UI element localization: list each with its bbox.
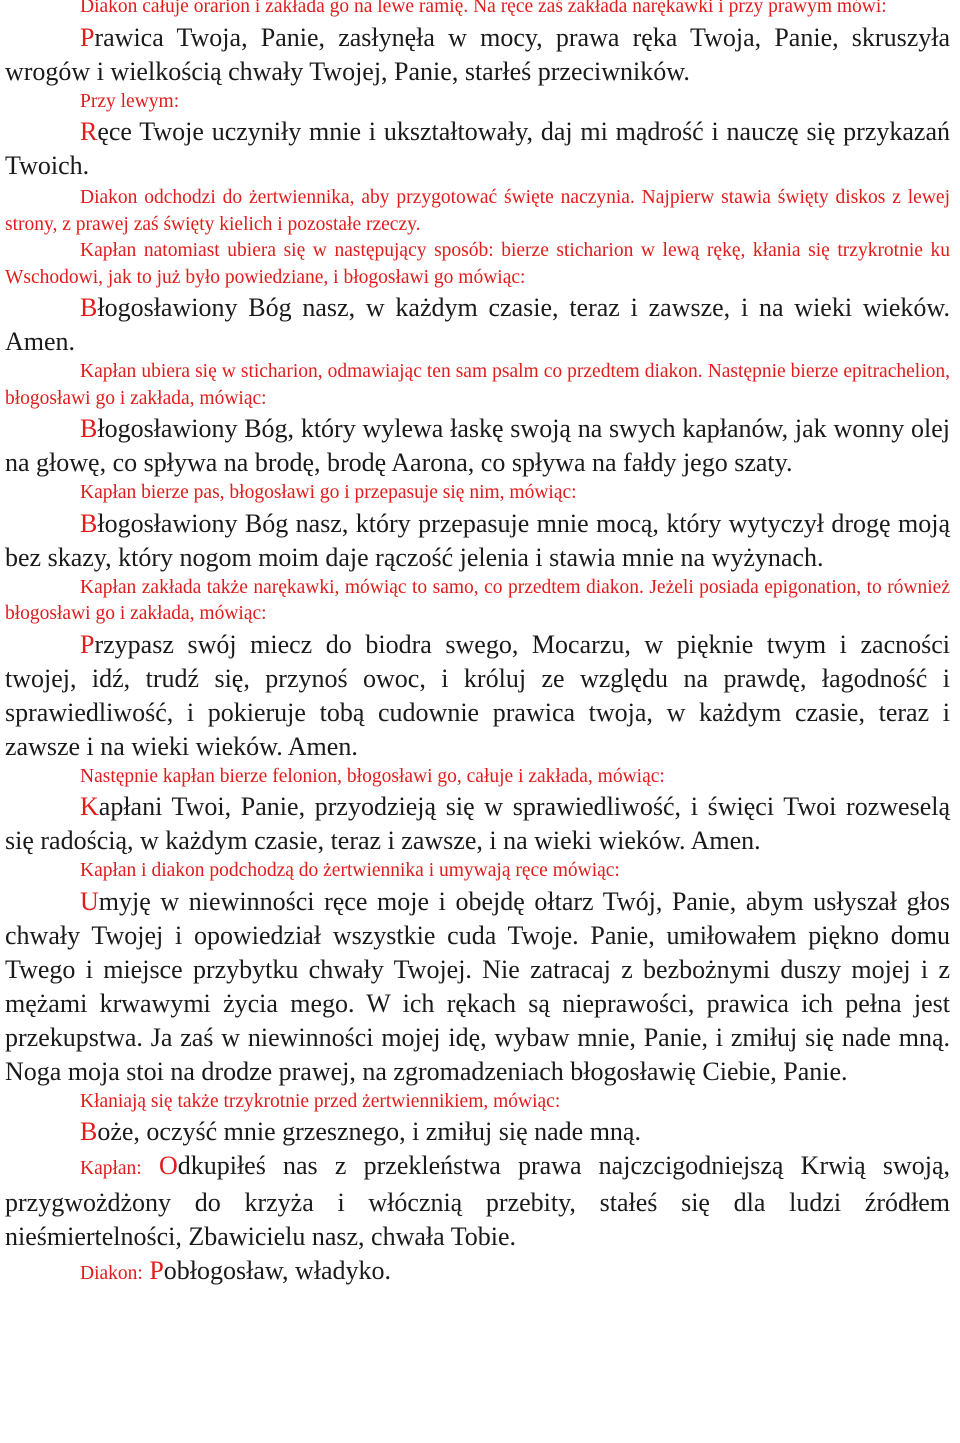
prayer-paragraph: [5, 291, 950, 359]
rubric-paragraph: Kapłan zakłada także narękawki, mówiąc to samo, co przedtem diakon. Jeżeli posiada epigonation, to również błogosławi go i zakłada, mówiąc:: [5, 576, 950, 624]
red-initial-letter: P: [80, 22, 95, 52]
rubric-paragraph: Przy lewym:: [80, 90, 180, 112]
prayer-paragraph-priest: [5, 1149, 950, 1254]
prayer-text: obłogosław, władyko.: [163, 1256, 392, 1285]
red-initial-letter: B: [80, 414, 98, 443]
rubric-paragraph: Kapłan natomiast ubiera się w następujący sposób: bierze sticharion w lewą rękę, kłania się trzykrotnie ku Wschodowi, jak to już było powiedziane, i błogosławi go mówiąc:: [5, 240, 950, 288]
prayer-text: łogosławiony Bóg nasz, który przepasuje mnie mocą, który wytyczył drogę moją bez skazy, który nogom moim daje rączość jelenia i stawia mnie na wyżynach.: [5, 508, 950, 572]
prayer-text: oże, oczyść mnie grzesznego, i zmiłuj się nade mną.: [97, 1117, 641, 1146]
prayer-paragraph-deacon: [5, 1254, 950, 1291]
red-initial-letter: P: [149, 1256, 164, 1285]
rubric-paragraph: Diakon odchodzi do żertwiennika, aby przygotować święte naczynia. Najpierw stawia święty diskos z lewej strony, z prawej zaś święty kielich i pozostałe rzeczy.: [5, 187, 950, 235]
prayer-text: łogosławiony Bóg nasz, w każdym czasie, teraz i zawsze, i na wieki wieków. Amen.: [5, 293, 950, 356]
red-initial-letter: B: [80, 293, 98, 322]
prayer-text: apłani Twoi, Panie, przyodzieją się w sprawiedliwość, i święci Twoi rozweselą się radością, w każdym czasie, teraz i zawsze, i na wieki wieków. Amen.: [5, 792, 950, 855]
prayer-text: rzypasz swój miecz do biodra swego, Mocarzu, w pięknie twym i zacności twojej, idź, trudź się, przynoś owoc, i króluj ze względu na prawdę, łagodność i sprawiedliwość, i pokieruje tobą cudownie prawica twoja, w każdym czasie, teraz i zawsze i na wieki wieków. Amen.: [5, 629, 950, 761]
red-initial-letter: U: [80, 886, 99, 916]
prayer-paragraph: [5, 21, 950, 89]
rubric-paragraph: Kapłan bierze pas, błogosławi go i przepasuje się nim, mówiąc:: [80, 482, 577, 503]
prayer-paragraph: [5, 412, 950, 480]
red-initial-letter: B: [80, 1117, 98, 1146]
red-initial-letter: B: [80, 508, 98, 538]
speaker-label-deacon: Diakon:: [80, 1263, 143, 1284]
speaker-label-priest: Kapłan:: [80, 1158, 142, 1179]
red-initial-letter: K: [80, 792, 99, 821]
prayer-paragraph: [5, 115, 950, 183]
prayer-text: łogosławiony Bóg, który wylewa łaskę swoją na swych kapłanów, jak wonny olej na głowę, co spływa na brodę, brodę Aarona, co spływa na fałdy jego szaty.: [5, 414, 950, 477]
prayer-text: dkupiłeś nas z przekleństwa prawa najczcigodniejszą Krwią swoją, przygwożdżony do krzyża i włócznią przebity, stałeś się dla ludzi źródłem nieśmiertelności, Zbawicielu nasz, chwała Tobie.: [5, 1151, 951, 1251]
rubric-paragraph: Kapłan ubiera się w sticharion, odmawiając ten sam psalm co przedtem diakon. Następnie bierze epitrachelion, błogosławi go i zakłada, mówiąc:: [5, 361, 950, 409]
prayer-paragraph: [5, 885, 950, 1089]
prayer-paragraph: [5, 507, 950, 575]
rubric-paragraph: Kapłan i diakon podchodzą do żertwiennika i umywają ręce mówiąc:: [80, 860, 620, 881]
red-initial-letter: P: [80, 629, 95, 659]
prayer-paragraph: [5, 790, 950, 858]
prayer-text: ęce Twoje uczyniły mnie i ukształtowały, daj mi mądrość i nauczę się przykazań Twoich.: [5, 117, 950, 180]
rubric-paragraph: Następnie kapłan bierze felonion, błogosławi go, całuje i zakłada, mówiąc:: [80, 765, 665, 787]
prayer-text: myję w niewinności ręce moje i obejdę ołtarz Twój, Panie, abym usłyszał głos chwały Twojej i opowiedział wszystkie cuda Twoje. Panie, umiłowałem piękno domu Twego i miejsce przybytku chwały Twojej. Nie zatracaj z bezbożnymi duszy mojej i z mężami krwawymi życia mego. W ich rękach są nieprawości, prawica ich pełna jest przekupstwa. Ja zaś w niewinności mojej idę, wybaw mnie, Panie, i zmiłuj się nade mną. Noga moja stoi na drodze prawej, na zgromadzeniach błogosławię Ciebie, Panie.: [5, 886, 950, 1086]
rubric-paragraph: Kłaniają się także trzykrotnie przed żertwiennikiem, mówiąc:: [80, 1090, 561, 1112]
prayer-paragraph: [5, 628, 950, 764]
red-initial-letter: R: [80, 117, 98, 146]
prayer-text: rawica Twoja, Panie, zasłynęła w mocy, prawa ręka Twoja, Panie, skruszyła wrogów i wielkością chwały Twojej, Panie, starłeś przeciwników.: [5, 22, 950, 86]
prayer-paragraph: [5, 1115, 950, 1149]
rubric-paragraph: Diakon całuje orarion i zakłada go na lewe ramię. Na ręce zaś zakłada narękawki i przy prawym mówi:: [80, 0, 887, 17]
red-initial-letter: O: [158, 1151, 178, 1180]
